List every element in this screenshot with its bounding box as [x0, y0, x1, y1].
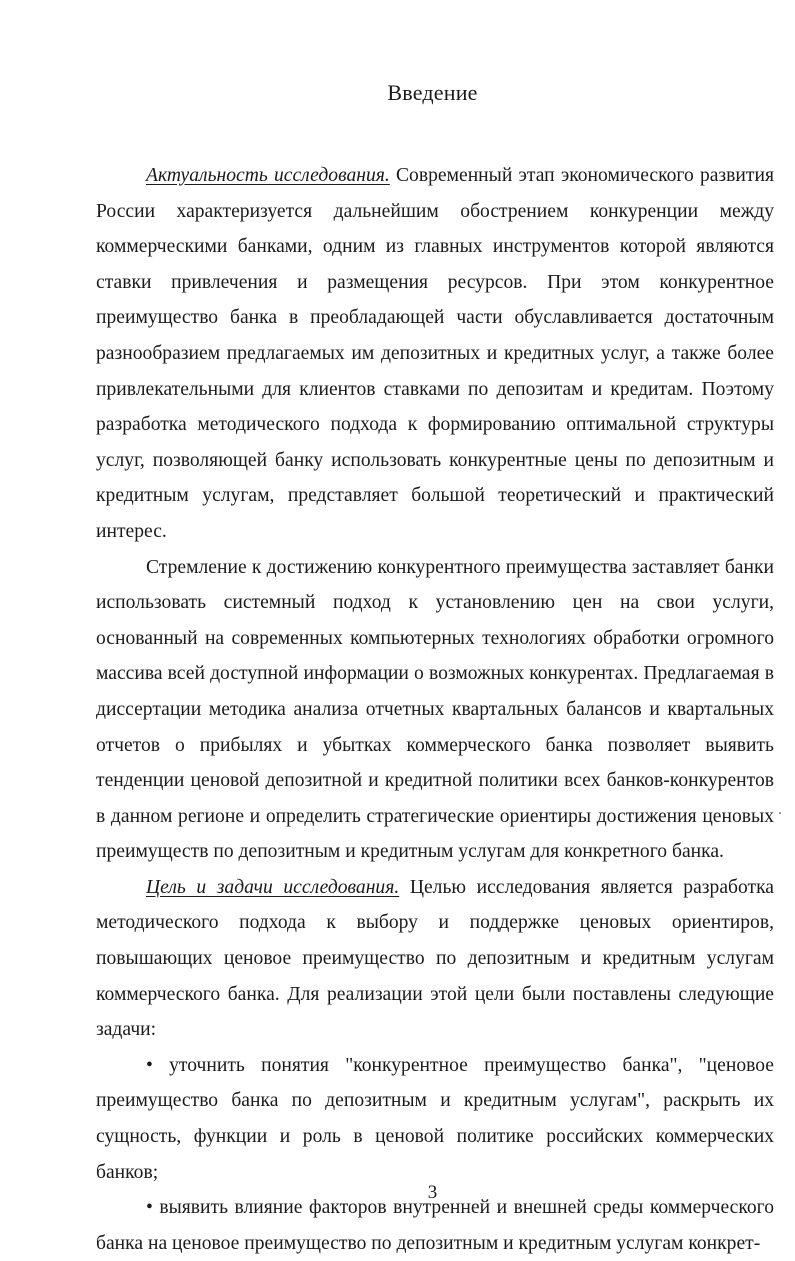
- document-body: [96, 158, 774, 1261]
- paragraph-goals: [96, 870, 774, 1048]
- paragraph-striving: [96, 550, 774, 870]
- bullet-item: • выявить влияние факторов внутренней и внешней среды коммерческого банка на ценовое преимущество по депозитным и кредитным услугам конкрет-: [96, 1197, 774, 1254]
- page-number: 3: [427, 1182, 438, 1203]
- bullet-item: • уточнить понятия "конкурентное преимущество банка", "ценовое преимущество банка по депозитным и кредитным услугам", раскрыть их сущность, функции и роль в ценовой политике российских коммерческих банков;: [96, 1054, 774, 1183]
- page-title: Введение: [387, 80, 478, 105]
- paragraph-lead-goals: Цель и задачи исследования.: [146, 876, 400, 898]
- scan-speck: [779, 812, 781, 814]
- paragraph-text-relevance: Современный этап экономического развития России характеризуется дальнейшим обострением конкуренции между коммерческими банками, одним из главных инструментов которой являются ставки привлечения и размещения ресурсов. При этом конкурентное преимущество банка в преобладающей части обуславливается достаточным разнообразием предлагаемых им депозитных и кредитных услуг, а также более привлекательными для клиентов ставками по депозитам и кредитам. Поэтому разработка методического подхода к формированию оптимальной структуры услуг, позволяющей банку использовать конкурентные цены по депозитным и кредитным услугам, представляет большой теоретический и практический интерес.: [96, 165, 774, 542]
- paragraph-lead-relevance: Актуальность исследования.: [146, 165, 390, 186]
- paragraph-text-goals: Целью исследования является разработка методического подхода к выбору и поддержке ценовых ориентиров, повышающих ценовое преимущество по депозитным и кредитным услугам коммерческого банка. Для реализации этой цели были поставлены следующие задачи:: [96, 876, 775, 1041]
- paragraph-text-striving: Стремление к достижению конкурентного преимущества заставляет банки использовать системный подход к установлению цен на свои услуги, основанный на современных компьютерных технологиях обработки огромного массива всей доступной информации о возможных конкурентах. Предлагаемая в диссертации методика анализа отчетных квартальных балансов и квартальных отчетов о прибылях и убытках коммерческого банка позволяет выявить тенденции ценовой депозитной и кредитной политики всех банков-конкурентов в данном регионе и определить стратегические ориентиры достижения ценовых преимуществ по депозитным и кредитным услугам для конкретного банка.: [96, 556, 774, 863]
- paragraph-relevance: [96, 158, 774, 550]
